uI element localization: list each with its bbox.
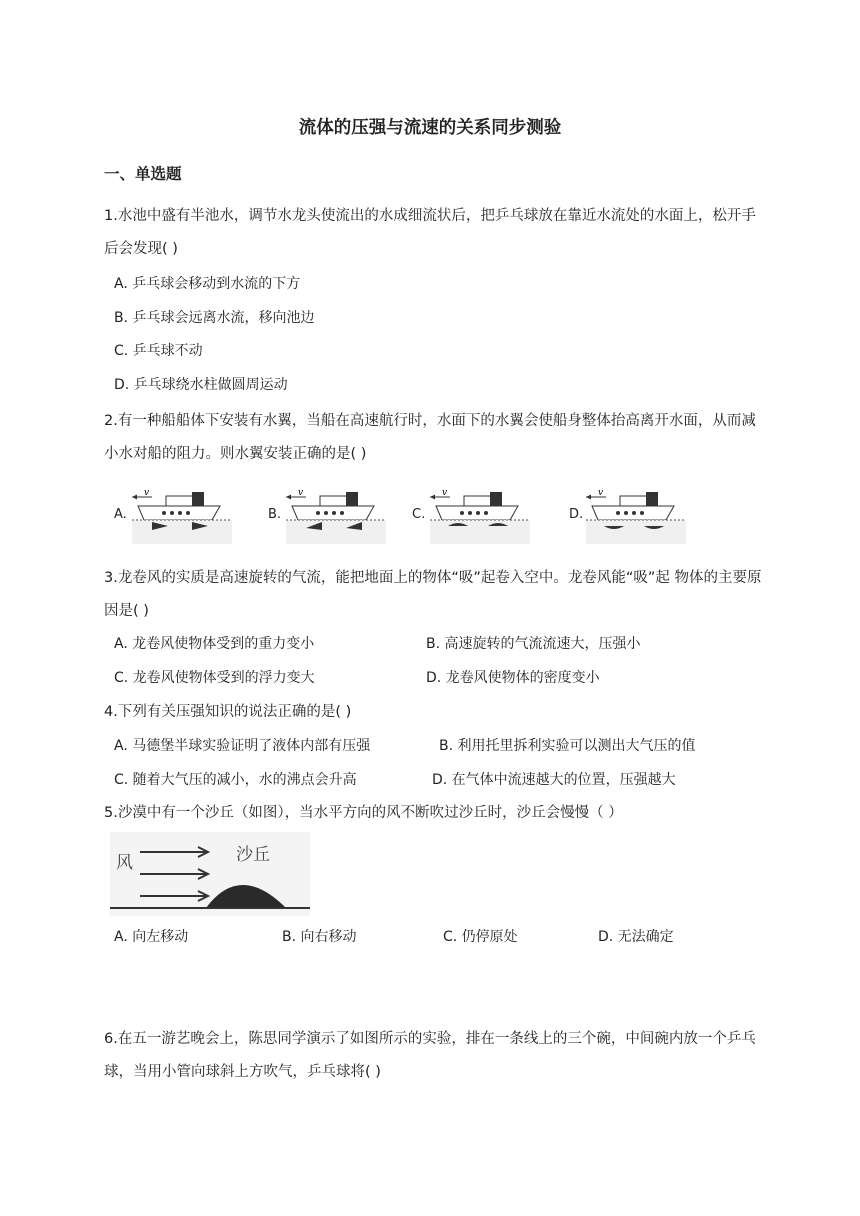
q2-boat-figure-d: [582, 484, 692, 550]
question-3-stem: 3.龙卷风的实质是高速旋转的气流，能把地面上的物体“吸”起卷入空中。龙卷风能“吸”起 物体的主要原因是( ): [104, 570, 762, 619]
q4-option-c: C. 随着大气压的减小，水的沸点会升高: [114, 772, 357, 788]
q5-option-d: D. 无法确定: [598, 929, 674, 945]
q4-option-a: A. 马德堡半球实验证明了液体内部有压强: [114, 738, 371, 754]
q1-option-d: D. 乒乓球绕水柱做圆周运动: [114, 377, 288, 393]
q3-option-a: A. 龙卷风使物体受到的重力变小: [114, 636, 315, 652]
q5-option-c: C. 仍停原处: [443, 929, 518, 945]
q5-sand-dune-figure: [110, 832, 310, 916]
q2-option-b-label: B.: [268, 507, 282, 522]
q2-velocity-label: v: [598, 488, 604, 498]
q5-option-a: A. 向左移动: [114, 929, 189, 945]
q3-option-d: D. 龙卷风使物体的密度变小: [426, 670, 600, 686]
q5-wind-label: 风: [116, 853, 133, 873]
q2-velocity-label: v: [442, 488, 448, 498]
q2-boat-figure-c: [426, 484, 536, 550]
question-4-stem: 4.下列有关压强知识的说法正确的是( ): [104, 704, 352, 720]
q1-option-c: C. 乒乓球不动: [114, 343, 203, 359]
q2-boat-figure-b: [282, 484, 392, 550]
q2-boat-figure-a: [128, 484, 238, 550]
q2-option-d-label: D.: [569, 507, 584, 522]
q2-velocity-label: v: [298, 488, 304, 498]
question-1-stem: 1.水池中盛有半池水，调节水龙头使流出的水成细流状后，把乒乓球放在靠近水流处的水面上，松开手后会发现( ): [104, 208, 756, 257]
question-5-stem: 5.沙漠中有一个沙丘（如图），当水平方向的风不断吹过沙丘时，沙丘会慢慢（ ）: [104, 805, 623, 821]
q2-option-c-label: C.: [412, 507, 426, 522]
q2-velocity-label: v: [144, 488, 150, 498]
q1-option-a: A. 乒乓球会移动到水流的下方: [114, 276, 301, 292]
q2-option-a-label: A.: [114, 507, 127, 522]
q5-option-b: B. 向右移动: [282, 929, 357, 945]
q3-option-c: C. 龙卷风使物体受到的浮力变大: [114, 670, 315, 686]
section-heading: 一、单选题: [104, 165, 182, 183]
q3-option-b: B. 高速旋转的气流流速大，压强小: [426, 636, 641, 652]
question-6-stem: 6.在五一游艺晚会上，陈思同学演示了如图所示的实验，排在一条线上的三个碗，中间碗内放一个乒乓球，当用小管向球斜上方吹气，乒乓球将( ): [104, 1031, 756, 1080]
q1-option-b: B. 乒乓球会远离水流，移向池边: [114, 310, 315, 326]
q5-dune-label: 沙丘: [236, 845, 270, 865]
page-title: 流体的压强与流速的关系同步测验: [298, 118, 562, 138]
question-2-stem: 2.有一种船船体下安装有水翼，当船在高速航行时，水面下的水翼会使船身整体抬高离开水面，从而减小水对船的阻力。则水翼安装正确的是( ): [104, 413, 756, 462]
q4-option-b: B. 利用托里拆利实验可以测出大气压的值: [439, 738, 696, 754]
q4-option-d: D. 在气体中流速越大的位置，压强越大: [432, 772, 676, 788]
